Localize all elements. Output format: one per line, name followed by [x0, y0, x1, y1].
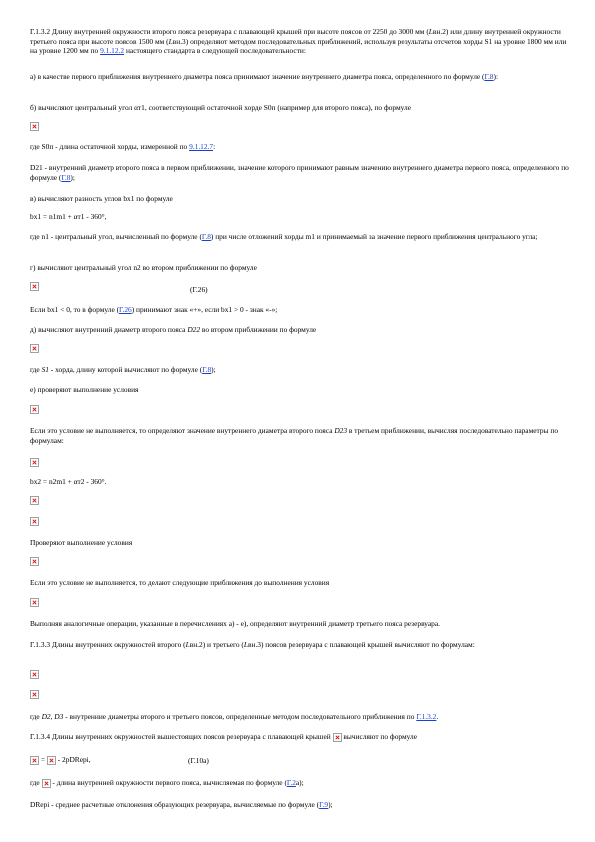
- broken-formula-image: [30, 122, 39, 131]
- item-v: в) вычисляют разность углов bx1 по формуле: [30, 194, 173, 203]
- equation-bx2: bx2 = n2m1 + αт2 - 360°.: [30, 477, 107, 486]
- equation-g10a: = - 2pDRepi,: [30, 755, 570, 765]
- item-d: д) вычисляют внутренний диаметр второго пояса D22 во втором приближении по формуле: [30, 325, 317, 334]
- paragraph-g132: Г.1.3.2 Длину внутренней окружности второго пояса резервуара с плавающей крышей при высоте поясов от 2250 до 3000 мм (Lвн.2) или длину внутренней окружности третьего пояса при высоте поясов 1500 мм (Lвн.3) определяют методом последовательных приближений, используя результаты отсчетов хорды S1 на уровне 1800 мм или на уровне 1200 мм по 9.1.12.2 настоящего стандарта в следующей последовательности:: [30, 27, 567, 56]
- link-9-1-12-2[interactable]: 9.1.12.2: [100, 46, 125, 56]
- drepi-definition: DRepi - среднее расчетные отклонения образующих резервуара, вычисляемые по формуле (Г.9);: [30, 800, 333, 809]
- third-approximation: Если это условие не выполняется, то определяют значение внутреннего диаметра второго пояса D23 в третьем приближении, вычисляя последовательно параметры по формулам:: [30, 426, 559, 445]
- broken-formula-image: [47, 756, 56, 765]
- link-formula-g9[interactable]: Г.9: [319, 800, 329, 809]
- next-approximations: Если это условие не выполняется, то делают следующие приближения до выполнения условия: [30, 578, 330, 587]
- broken-formula-image: [30, 458, 39, 467]
- s1-definition: где S1 - хорда, длину которой вычисляют по формуле (Г.8);: [30, 365, 216, 374]
- broken-formula-image: [30, 557, 39, 566]
- broken-formula-image: [30, 670, 39, 679]
- item-a: а) в качестве первого приближения внутреннего диаметра пояса принимают значение внутреннего диаметра пояса, определенного по формуле (Г.8):: [30, 72, 499, 81]
- equation-number: (Г.26): [190, 285, 208, 294]
- broken-formula-image: [30, 344, 39, 353]
- link-g-1-3-2[interactable]: Г.1.3.2: [416, 712, 437, 721]
- broken-formula-image: [42, 779, 51, 788]
- broken-formula-image: [30, 282, 39, 291]
- link-formula-g26[interactable]: Г.26: [119, 305, 132, 314]
- link-formula-g8[interactable]: Г.8: [484, 72, 494, 81]
- d21-definition: D21 - внутренний диаметр второго пояса в первом приближении, значение которого принимают равным значению внутреннего диаметра первого пояса, определенного по формуле (Г.8);: [30, 163, 569, 182]
- paragraph-g134: Г.1.3.4 Длины внутренних окружностей вышестоящих поясов резервуара с плавающей крышей вычисляют по формуле: [30, 732, 418, 741]
- broken-formula-image: [30, 598, 39, 607]
- paragraph-g133: Г.1.3.3 Длины внутренних окружностей второго (Lвн.2) и третьего (Lвн.3) поясов резервуара с плавающей крышей вычисляют по формулам:: [30, 640, 475, 649]
- broken-formula-image: [30, 690, 39, 699]
- broken-formula-image: [30, 496, 39, 505]
- item-g: г) вычисляют центральный угол n2 во втором приближении по формуле: [30, 263, 257, 272]
- d2-d3-definition: где D2, D3 - внутренние диаметры второго и третьего поясов, определенные методом последовательного приближения по Г.1.3.2.: [30, 712, 439, 721]
- sign-rule: Если bx1 < 0, то в формуле (Г.26) принимают знак «+», если bx1 > 0 - знак «-»;: [30, 305, 278, 314]
- broken-formula-image: [30, 405, 39, 414]
- broken-formula-image: [30, 756, 39, 765]
- equation-bx1: bx1 = n1m1 + αт1 - 360°,: [30, 212, 107, 221]
- check-condition: Проверяют выполнение условия: [30, 538, 133, 547]
- third-belt-note: Выполняя аналогичные операции, указанные в перечислениях а) - е), определяют внутренний диаметр третьего пояса резервуара.: [30, 619, 441, 628]
- broken-formula-image: [30, 517, 39, 526]
- link-formula-g8[interactable]: Г.8: [201, 232, 211, 241]
- broken-formula-image: [333, 733, 342, 742]
- link-9-1-12-7[interactable]: 9.1.12.7: [189, 142, 214, 151]
- n1-definition: где n1 - центральный угол, вычисленный по формуле (Г.8) при числе отложений хорды m1 и принимаемый за значение первого приближения центрального угла;: [30, 232, 538, 241]
- item-e: е) проверяют выполнение условия: [30, 385, 139, 394]
- equation-number: (Г.10а): [188, 756, 209, 765]
- link-formula-g8[interactable]: Г.8: [202, 365, 212, 374]
- item-b: б) вычисляют центральный угол αт1, соответствующий остаточной хорде S0п (например для второго пояса), по формуле: [30, 103, 412, 112]
- link-formula-g8[interactable]: Г.8: [61, 172, 71, 182]
- where-s0p: где S0п - длина остаточной хорды, измеренной по 9.1.12.7:: [30, 142, 216, 151]
- link-formula-g2[interactable]: Г.2: [286, 778, 296, 787]
- first-belt-definition: где - длина внутренней окружности первого пояса, вычисляемая по формуле (Г.2а);: [30, 778, 304, 787]
